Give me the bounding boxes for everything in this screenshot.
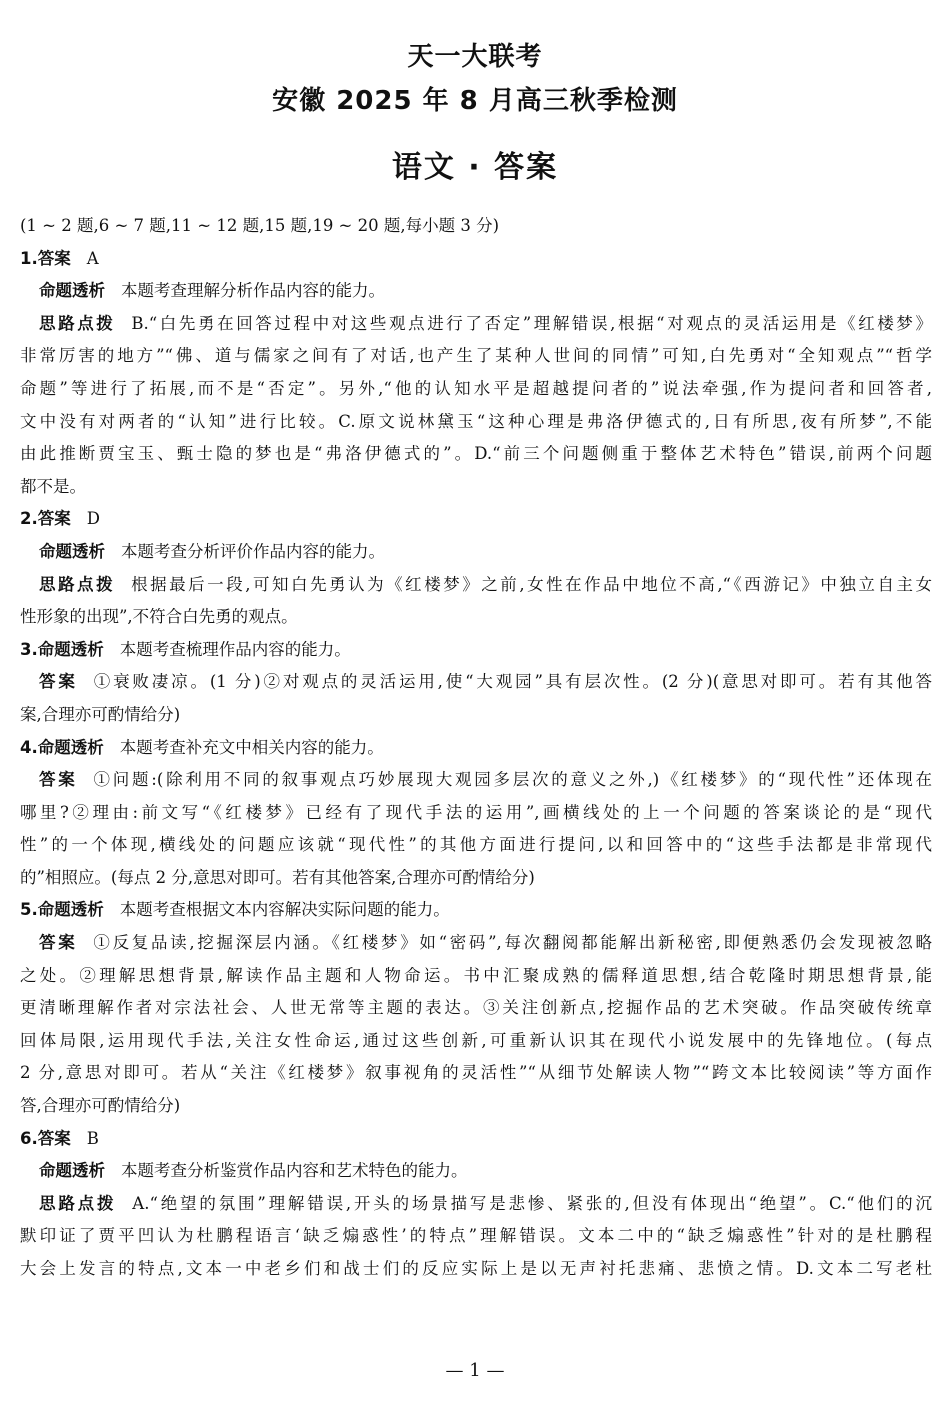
q2-answer-line	[20, 503, 932, 536]
q1-hint-text: B.“白先勇在回答过程中对这些观点进行了否定”理解错误,根据“对观点的灵活运用是《红楼梦》	[131, 313, 932, 333]
q3-answer-text: ①衰败凄凉。(1 分)②对观点的灵活运用,使“大观园”具有层次性。(2 分)(意思对即可。若有其他答	[93, 672, 932, 692]
hint-label: 思路点拨	[39, 313, 116, 333]
q4-answer-line: 哪里?②理由:前文写“《红楼梦》已经有了现代手法的运用”,画横线处的上一个问题的答案谈论的是“现代	[20, 802, 932, 822]
answer-label: 答案	[39, 770, 78, 790]
q2-hint-line: 性形象的出现”,不符合白先勇的观点。	[20, 607, 298, 627]
q4-number: 4.	[20, 737, 38, 757]
answer-content	[20, 210, 932, 1286]
answer-label: 答案	[39, 933, 78, 953]
q1-hint-line: 命题”等进行了拓展,而不是“否定”。另外,“他的认知水平是超越提问者的”说法牵强,作为提问者和回答者,	[20, 378, 932, 398]
q1-analysis-line	[20, 275, 932, 308]
q2-analysis-line	[20, 536, 932, 569]
q6-hint-line: 默印证了贾平凹认为杜鹏程语言‘缺乏煽惑性’的特点”理解错误。文本二中的“缺乏煽惑性”针对的是杜鹏程	[20, 1226, 932, 1246]
q3-analysis: 本题考查梳理作品内容的能力。	[119, 639, 351, 659]
q6-hint-line: 大会上发言的特点,文本一中老乡们和战士们的反应实际上是以无声衬托悲痛、悲愤之情。D.文本二写老杜	[20, 1259, 932, 1278]
answer-label: 答案	[37, 248, 71, 268]
q6-answer-line	[20, 1123, 932, 1156]
q4-answer-line: 性”的一个体现,横线处的问题应该就“现代性”的其他方面进行提问,以和回答中的“这些手法都是非常现代	[20, 835, 932, 855]
q1-hint-line: 由此推断贾宝玉、甄士隐的梦也是“弗洛伊德式的”。D.“前三个问题侧重于整体艺术特色”错误,前两个问题	[20, 444, 932, 464]
q5-answer-line	[20, 927, 932, 960]
answer-label: 答案	[37, 509, 71, 529]
analysis-label: 命题透析	[39, 281, 105, 301]
q4-answer-line: 的”相照应。(每点 2 分,意思对即可。若有其他答案,合理亦可酌情给分)	[20, 867, 535, 887]
answer-label: 答案	[39, 672, 78, 692]
q5-number: 5.	[20, 900, 38, 920]
q2-analysis: 本题考查分析评价作品内容的能力。	[121, 541, 385, 561]
scoring-note: (1 ~ 2 题,6 ~ 7 题,11 ~ 12 题,15 题,19 ~ 20 题,每小题 3 分)	[20, 216, 500, 235]
q5-answer-line: 之处。②理解思想背景,解读作品主题和人物命运。书中汇聚成熟的儒释道思想,结合乾隆时期思想背景,能	[20, 965, 932, 985]
q4-analysis: 本题考查补充文中相关内容的能力。	[119, 737, 384, 757]
q5-answer-line: 答,合理亦可酌情给分)	[20, 1096, 181, 1116]
q5-analysis: 本题考查根据文本内容解决实际问题的能力。	[119, 900, 450, 920]
q1-analysis: 本题考查理解分析作品内容的能力。	[121, 281, 385, 301]
q2-hint-line	[20, 569, 932, 602]
exam-organizer-title: 天一大联考	[407, 42, 543, 72]
q1-answer-line	[20, 243, 932, 276]
exam-subtitle: 安徽 2025 年 8 月高三秋季检测	[272, 86, 678, 116]
q2-hint-text: 根据最后一段,可知白先勇认为《红楼梦》之前,女性在作品中地位不高,“《西游记》中独立自主女	[131, 574, 932, 594]
hint-label: 思路点拨	[39, 1193, 117, 1213]
q5-analysis-line	[20, 894, 932, 927]
q5-answer-line: 更清晰理解作者对宗法社会、人世无常等主题的表达。③关注创新点,挖掘作品的艺术突破。作品突破传统章	[20, 998, 932, 1018]
analysis-label: 命题透析	[37, 737, 104, 757]
q5-answer-line: 2 分,意思对即可。若从“关注《红楼梦》叙事视角的灵活性”“从细节处解读人物”“跨文本比较阅读”等方面作	[20, 1063, 932, 1083]
analysis-label: 命题透析	[37, 639, 104, 659]
q4-answer-line	[20, 764, 932, 797]
q5-answer-text: ①反复品读,挖掘深层内涵。《红楼梦》如“密码”,每次翻阅都能解出新秘密,即便熟悉仍会发现被忽略	[93, 933, 932, 953]
q2-answer: D	[86, 509, 100, 529]
q4-answer-text: ①问题:(除利用不同的叙事观点巧妙展现大观园多层次的意义之外,)《红楼梦》的“现代性”还体现在	[93, 770, 932, 790]
q3-answer-line: 案,合理亦可酌情给分)	[20, 704, 181, 724]
q6-answer: B	[86, 1128, 99, 1148]
q6-hint-text: A.“绝望的氛围”理解错误,开头的场景描写是悲惨、紧张的,但没有体现出“绝望”。C.“他们的沉	[132, 1193, 932, 1213]
q1-number: 1.	[20, 248, 38, 268]
q1-hint-line: 都不是。	[20, 476, 86, 496]
q5-answer-line: 回体局限,运用现代手法,关注女性命运,通过这些创新,可重新认识其在现代小说发展中的先锋地位。(每点	[20, 1030, 932, 1050]
answer-label: 答案	[37, 1128, 71, 1148]
q3-answer-line	[20, 666, 932, 699]
q1-answer: A	[86, 248, 99, 268]
q6-number: 6.	[20, 1128, 38, 1148]
q2-number: 2.	[20, 509, 38, 529]
q1-hint-line: 文中没有对两者的“认知”进行比较。C.原文说林黛玉“这种心理是弗洛伊德式的,日有所思,夜有所梦”,不能	[20, 411, 932, 431]
analysis-label: 命题透析	[39, 1161, 105, 1181]
q6-hint-line	[20, 1188, 932, 1221]
q3-analysis-line	[20, 634, 932, 667]
analysis-label: 命题透析	[37, 900, 104, 920]
q1-hint-line	[20, 308, 932, 341]
q3-number: 3.	[20, 639, 38, 659]
page-number: — 1 —	[445, 1360, 505, 1381]
analysis-label: 命题透析	[39, 541, 105, 561]
q4-analysis-line	[20, 732, 932, 765]
subject-title: 语文 · 答案	[391, 150, 559, 185]
q1-hint-line: 非常厉害的地方”“佛、道与儒家之间有了对话,也产生了某种人世间的同情”可知,白先勇对“全知观点”“哲学	[20, 346, 932, 366]
hint-label: 思路点拨	[39, 574, 116, 594]
q6-analysis-line	[20, 1155, 932, 1188]
q6-analysis: 本题考查分析鉴赏作品内容和艺术特色的能力。	[121, 1161, 468, 1181]
